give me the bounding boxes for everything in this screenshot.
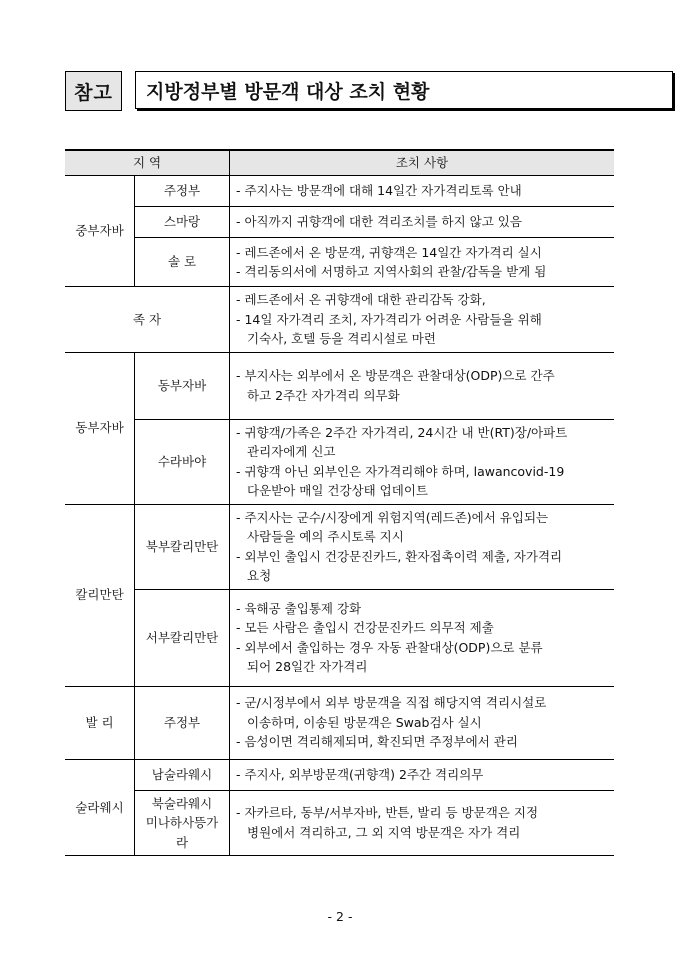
measure-line: - 레드존에서 온 귀향객에 대한 관리감독 강화, — [236, 292, 486, 307]
region-cell: 발 리 — [65, 686, 135, 759]
table-body — [65, 176, 614, 856]
region-cell: 술라웨시 — [65, 759, 135, 856]
table-row — [65, 686, 614, 759]
subregion-cell: 남술라웨시 — [135, 759, 230, 790]
measure-line: - 부지사는 외부에서 온 방문객은 관찰대상(ODP)으로 간주 — [236, 368, 555, 383]
measure-cell — [230, 759, 615, 790]
table-row — [65, 207, 614, 238]
subregion-cell: 동부자바 — [135, 352, 230, 419]
region-cell: 족 자 — [65, 287, 230, 353]
measures-table — [65, 149, 614, 856]
table-row — [65, 238, 614, 287]
subregion-cell: 북술라웨시 미나하사뜽가라 — [135, 790, 230, 856]
measure-line: 다운받아 매일 건강상태 업데이트 — [247, 483, 428, 498]
table-row — [65, 504, 614, 589]
measure-line: 요청 — [247, 568, 272, 583]
measure-line: - 주지사는 방문객에 대해 14일간 자가격리토록 안내 — [236, 183, 522, 199]
reference-tag: 참고 — [65, 71, 122, 111]
table-row — [65, 287, 614, 353]
page-title: 지방정부별 방문객 대상 조치 현황 — [135, 71, 673, 109]
table-row — [65, 759, 614, 790]
measure-cell — [230, 589, 615, 686]
measure-line: 이송하며, 이송된 방문객은 Swab검사 실시 — [247, 714, 482, 730]
table-header-row — [65, 150, 614, 176]
measure-cell — [230, 176, 615, 207]
measure-cell — [230, 686, 615, 759]
subregion-cell: 주정부 — [135, 176, 230, 207]
measure-line: - 14일 자가격리 조치, 자가격리가 어려운 사람들을 위해 — [236, 311, 542, 327]
table-row — [65, 352, 614, 419]
column-header-measures: 조치 사항 — [230, 150, 615, 176]
table-row — [65, 790, 614, 856]
title-block — [65, 71, 615, 113]
table-row — [65, 589, 614, 686]
measure-cell — [230, 207, 615, 238]
measure-cell — [230, 352, 615, 419]
measure-line: - 군/시정부에서 외부 방문객을 직접 해당지역 격리시설로 — [236, 695, 547, 711]
measure-cell — [230, 504, 615, 589]
region-cell: 중부자바 — [65, 176, 135, 287]
region-cell: 칼리만탄 — [65, 504, 135, 686]
subregion-cell: 수라바야 — [135, 419, 230, 504]
page-number: - 2 - — [327, 909, 353, 924]
measure-line: - 음성이면 격리해제되며, 확진되면 주정부에서 관리 — [236, 734, 518, 750]
region-cell: 동부자바 — [65, 352, 135, 504]
subregion-cell: 주정부 — [135, 686, 230, 759]
measure-line: 사람들을 예의 주시토록 지시 — [247, 529, 404, 544]
measure-line: - 주지사는 군수/시장에게 위험지역(레드존)에서 유입되는 — [236, 509, 549, 525]
measure-cell — [230, 287, 615, 353]
measure-line: 관리자에게 신고 — [247, 444, 336, 459]
table-row — [65, 176, 614, 207]
measure-line: - 격리동의서에 서명하고 지역사회의 관찰/감독을 받게 됨 — [236, 264, 547, 279]
subregion-cell: 솔 로 — [135, 238, 230, 287]
measure-line: - 귀향객 아닌 외부인은 자가격리해야 하며, lawancovid-19 — [236, 463, 565, 479]
measure-cell — [230, 790, 615, 856]
measure-cell — [230, 238, 615, 287]
measure-line: - 모든 사람은 출입시 건강문진카드 의무적 제출 — [236, 620, 494, 635]
measure-cell — [230, 419, 615, 504]
measure-line: 기숙사, 호텔 등을 격리시설로 마련 — [247, 331, 436, 346]
measure-line: 병원에서 격리하고, 그 외 지역 방문객은 자가 격리 — [247, 824, 521, 840]
measure-line: - 육해공 출입통제 강화 — [236, 600, 362, 616]
measure-line: - 아직까지 귀향객에 대한 격리조치를 하지 않고 있음 — [236, 214, 522, 230]
measure-line: 하고 2주간 자가격리 의무화 — [247, 387, 400, 403]
measure-line: - 주지사, 외부방문객(귀향객) 2주간 격리의무 — [236, 766, 484, 782]
subregion-cell: 서부칼리만탄 — [135, 589, 230, 686]
subregion-cell: 북부칼리만탄 — [135, 504, 230, 589]
measure-line: - 외부에서 출입하는 경우 자동 관찰대상(ODP)으로 분류 — [236, 639, 543, 655]
column-header-region: 지 역 — [65, 150, 230, 176]
measure-line: 되어 28일간 자가격리 — [247, 659, 368, 674]
measure-line: - 귀향객/가족은 2주간 자가격리, 24시간 내 반(RT)장/아파트 — [236, 424, 568, 440]
table-row — [65, 419, 614, 504]
measure-line: - 외부인 출입시 건강문진카드, 환자접촉이력 제출, 자가격리 — [236, 548, 563, 564]
measure-line: - 레드존에서 온 방문객, 귀향객은 14일간 자가격리 실시 — [236, 244, 542, 260]
measure-line: - 자카르타, 동부/서부자바, 반튼, 발리 등 방문객은 지정 — [236, 805, 539, 821]
subregion-cell: 스마랑 — [135, 207, 230, 238]
